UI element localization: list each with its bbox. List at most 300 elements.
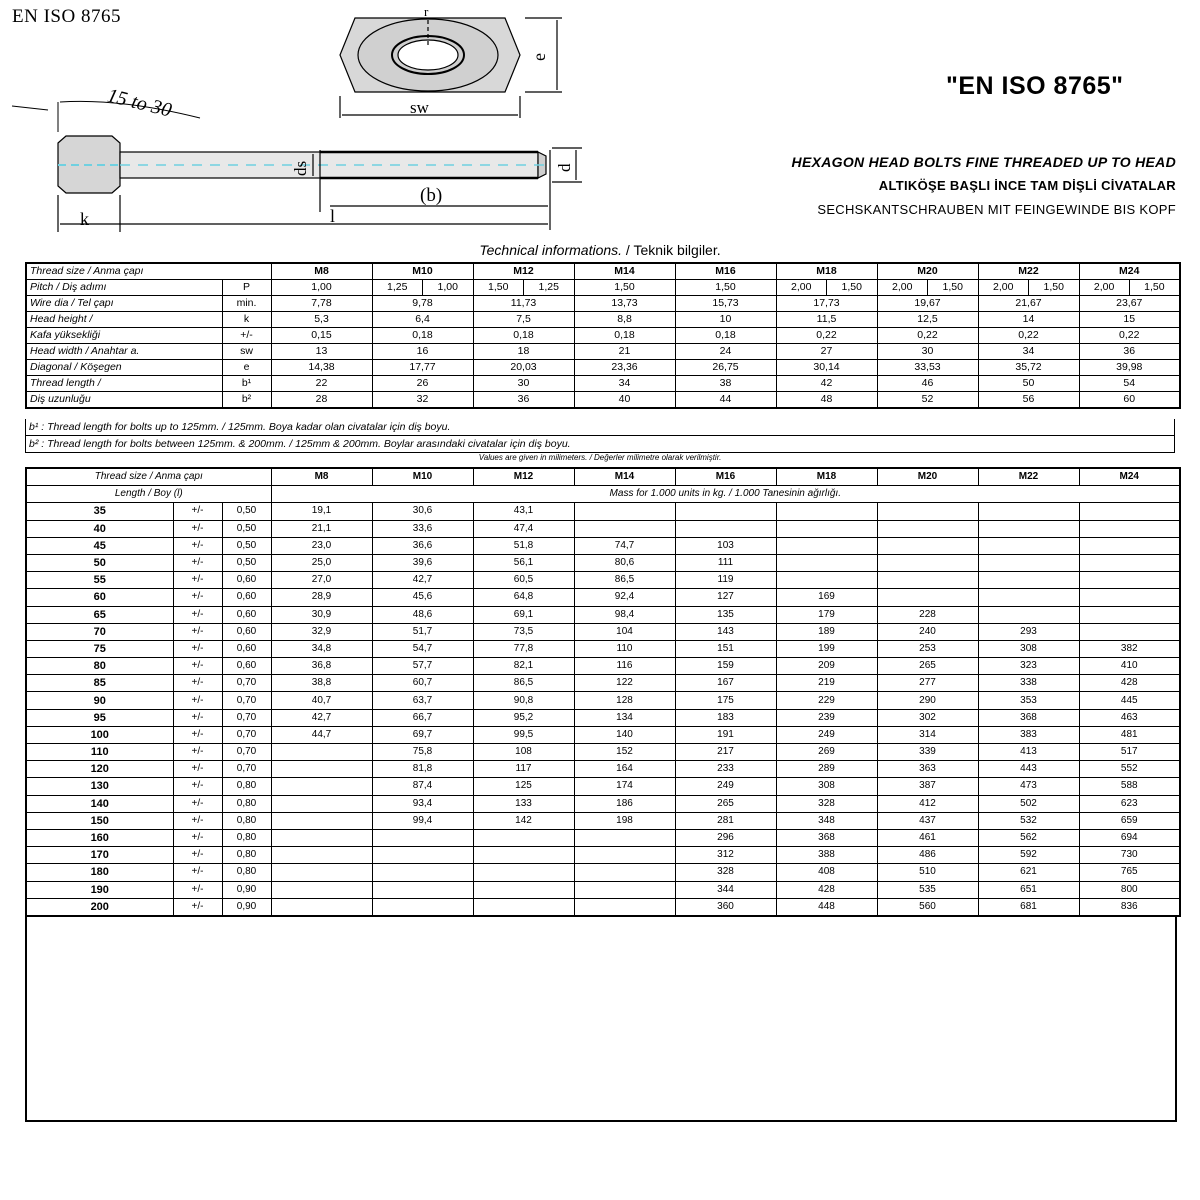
- tech-value-cell: 46: [877, 376, 978, 392]
- tech-value-cell: 0,22: [776, 328, 877, 344]
- mass-value-cell: 289: [776, 761, 877, 778]
- mass-value-cell: 81,8: [372, 761, 473, 778]
- mass-value-cell: [574, 881, 675, 898]
- mass-caption: Mass for 1.000 units in kg. / 1.000 Tanesinin ağırlığı.: [271, 486, 1180, 503]
- mass-value-cell: [473, 898, 574, 916]
- mass-value-cell: 175: [675, 692, 776, 709]
- mass-value-cell: 412: [877, 795, 978, 812]
- mass-value-cell: [1079, 572, 1180, 589]
- mass-row: [26, 726, 1180, 743]
- mass-value-cell: 38,8: [271, 675, 372, 692]
- mass-value-cell: [372, 881, 473, 898]
- mass-value-cell: 56,1: [473, 554, 574, 571]
- mass-row: [26, 709, 1180, 726]
- tech-value-cell: 28: [271, 392, 372, 409]
- mass-value-cell: [271, 812, 372, 829]
- mass-value-cell: 28,9: [271, 589, 372, 606]
- mass-value-cell: 143: [675, 623, 776, 640]
- mass-value-cell: 60,7: [372, 675, 473, 692]
- mass-value-cell: 249: [776, 726, 877, 743]
- mass-value-cell: 127: [675, 589, 776, 606]
- tech-value-cell: 22: [271, 376, 372, 392]
- tech-value-cell: 30: [877, 344, 978, 360]
- pitch-cell: 1,50: [574, 280, 675, 296]
- mass-value-cell: 99,5: [473, 726, 574, 743]
- length-cell: 45: [26, 537, 173, 554]
- mass-value-cell: 77,8: [473, 640, 574, 657]
- length-cell: 180: [26, 864, 173, 881]
- tech-value-cell: 39,98: [1079, 360, 1180, 376]
- mass-size-header: M8: [271, 468, 372, 486]
- tech-value-cell: 24: [675, 344, 776, 360]
- mass-value-cell: 116: [574, 658, 675, 675]
- mass-value-cell: 151: [675, 640, 776, 657]
- length-cell: 140: [26, 795, 173, 812]
- mass-value-cell: 87,4: [372, 778, 473, 795]
- mass-value-cell: [372, 898, 473, 916]
- mass-value-cell: 169: [776, 589, 877, 606]
- tolerance-cell: 0,50: [222, 520, 271, 537]
- size-header: M18: [776, 263, 877, 280]
- main-title: "EN ISO 8765": [946, 72, 1124, 100]
- tech-value-cell: 50: [978, 376, 1079, 392]
- tech-value-cell: 0,22: [877, 328, 978, 344]
- tech-value-cell: 7,78: [271, 296, 372, 312]
- length-cell: 95: [26, 709, 173, 726]
- tolerance-symbol: +/-: [173, 623, 222, 640]
- mass-value-cell: 66,7: [372, 709, 473, 726]
- mass-value-cell: [978, 589, 1079, 606]
- mass-value-cell: 621: [978, 864, 1079, 881]
- mass-value-cell: 240: [877, 623, 978, 640]
- tolerance-symbol: +/-: [173, 503, 222, 520]
- mass-value-cell: 437: [877, 812, 978, 829]
- size-header: M22: [978, 263, 1079, 280]
- pitch-cell: [473, 280, 574, 296]
- pitch-value: 1,50: [841, 281, 862, 293]
- mass-size-header: M20: [877, 468, 978, 486]
- mass-value-cell: 659: [1079, 812, 1180, 829]
- mass-value-cell: 502: [978, 795, 1079, 812]
- label-l: l: [330, 206, 336, 226]
- mass-value-cell: 32,9: [271, 623, 372, 640]
- hex-head-top-view: [340, 18, 562, 118]
- tolerance-cell: 0,70: [222, 761, 271, 778]
- mass-value-cell: 40,7: [271, 692, 372, 709]
- mass-value-cell: 562: [978, 829, 1079, 846]
- length-cell: 50: [26, 554, 173, 571]
- pitch-value: 1,50: [1043, 281, 1064, 293]
- mass-value-cell: [574, 898, 675, 916]
- mass-value-cell: 269: [776, 744, 877, 761]
- mass-row: [26, 898, 1180, 916]
- tech-value-cell: 0,18: [473, 328, 574, 344]
- mass-value-cell: [776, 537, 877, 554]
- tech-value-cell: 11,73: [473, 296, 574, 312]
- mass-value-cell: 95,2: [473, 709, 574, 726]
- mass-value-cell: [271, 829, 372, 846]
- mass-row: [26, 572, 1180, 589]
- tolerance-cell: 0,80: [222, 812, 271, 829]
- mass-value-cell: 443: [978, 761, 1079, 778]
- mass-value-cell: [776, 572, 877, 589]
- mass-row: [26, 520, 1180, 537]
- tolerance-cell: 0,80: [222, 864, 271, 881]
- mass-value-cell: 21,1: [271, 520, 372, 537]
- mass-value-cell: 75,8: [372, 744, 473, 761]
- pitch-value: 1,50: [474, 280, 525, 295]
- tech-row-label: Diş uzunluğu: [26, 392, 222, 409]
- mass-value-cell: [574, 864, 675, 881]
- mass-value-cell: 765: [1079, 864, 1180, 881]
- mass-value-cell: [473, 847, 574, 864]
- tech-value-cell: 0,18: [372, 328, 473, 344]
- mass-row: [26, 847, 1180, 864]
- tech-value-cell: 7,5: [473, 312, 574, 328]
- mass-value-cell: [1079, 520, 1180, 537]
- mass-value-cell: 228: [877, 606, 978, 623]
- tech-value-cell: 42: [776, 376, 877, 392]
- mass-value-cell: 408: [776, 864, 877, 881]
- pitch-cell: [978, 280, 1079, 296]
- tolerance-cell: 0,60: [222, 658, 271, 675]
- tech-value-cell: 30: [473, 376, 574, 392]
- mass-value-cell: 694: [1079, 829, 1180, 846]
- mass-value-cell: 382: [1079, 640, 1180, 657]
- mass-value-cell: 623: [1079, 795, 1180, 812]
- pitch-value: 1,25: [373, 280, 424, 295]
- tech-row-symbol: +/-: [222, 328, 271, 344]
- mass-value-cell: 27,0: [271, 572, 372, 589]
- mass-value-cell: 344: [675, 881, 776, 898]
- tolerance-symbol: +/-: [173, 847, 222, 864]
- tolerance-cell: 0,60: [222, 572, 271, 589]
- mass-value-cell: 363: [877, 761, 978, 778]
- tech-value-cell: 34: [978, 344, 1079, 360]
- mass-value-cell: [776, 503, 877, 520]
- mass-row: [26, 864, 1180, 881]
- mass-row: [26, 606, 1180, 623]
- size-header: M8: [271, 263, 372, 280]
- tolerance-cell: 0,60: [222, 640, 271, 657]
- mass-value-cell: 239: [776, 709, 877, 726]
- mass-value-cell: 135: [675, 606, 776, 623]
- tolerance-symbol: +/-: [173, 881, 222, 898]
- mass-value-cell: 134: [574, 709, 675, 726]
- pitch-cell: [372, 280, 473, 296]
- mass-value-cell: [574, 503, 675, 520]
- pitch-value: 2,00: [878, 280, 929, 295]
- mass-value-cell: [271, 778, 372, 795]
- empty-notes-area: [25, 916, 1177, 1122]
- mass-value-cell: 69,7: [372, 726, 473, 743]
- tech-row: [26, 312, 1180, 328]
- label-angle: 15 to 30: [104, 84, 174, 122]
- mass-value-cell: 463: [1079, 709, 1180, 726]
- mass-value-cell: 51,8: [473, 537, 574, 554]
- mass-value-cell: 73,5: [473, 623, 574, 640]
- mass-value-cell: 293: [978, 623, 1079, 640]
- tolerance-symbol: +/-: [173, 692, 222, 709]
- tech-row: [26, 360, 1180, 376]
- mass-value-cell: 473: [978, 778, 1079, 795]
- mass-value-cell: 92,4: [574, 589, 675, 606]
- tech-value-cell: 44: [675, 392, 776, 409]
- tech-value-cell: 33,53: [877, 360, 978, 376]
- mass-value-cell: [776, 554, 877, 571]
- tolerance-symbol: +/-: [173, 829, 222, 846]
- mass-value-cell: 122: [574, 675, 675, 692]
- mass-value-cell: 34,8: [271, 640, 372, 657]
- tech-value-cell: 21: [574, 344, 675, 360]
- tech-value-cell: 11,5: [776, 312, 877, 328]
- technical-info-caption: [0, 242, 1200, 258]
- tech-value-cell: 8,8: [574, 312, 675, 328]
- label-ds: ds: [291, 160, 310, 176]
- mass-row: [26, 503, 1180, 520]
- pitch-cell: [776, 280, 877, 296]
- size-header: M16: [675, 263, 776, 280]
- tech-value-cell: 30,14: [776, 360, 877, 376]
- length-cell: 40: [26, 520, 173, 537]
- mass-value-cell: 277: [877, 675, 978, 692]
- length-cell: 100: [26, 726, 173, 743]
- mass-value-cell: 98,4: [574, 606, 675, 623]
- mass-value-cell: [1079, 554, 1180, 571]
- tech-value-cell: 0,15: [271, 328, 372, 344]
- mass-value-cell: [473, 881, 574, 898]
- mass-row: [26, 658, 1180, 675]
- mass-value-cell: [574, 847, 675, 864]
- mass-value-cell: [877, 537, 978, 554]
- mass-value-cell: 681: [978, 898, 1079, 916]
- tolerance-symbol: +/-: [173, 744, 222, 761]
- tech-value-cell: 35,72: [978, 360, 1079, 376]
- label-sw: sw: [410, 98, 429, 117]
- mass-value-cell: 117: [473, 761, 574, 778]
- tech-value-cell: 52: [877, 392, 978, 409]
- mass-value-cell: 209: [776, 658, 877, 675]
- tech-value-cell: 9,78: [372, 296, 473, 312]
- tolerance-cell: 0,80: [222, 795, 271, 812]
- thread-size-label: Thread size / Anma çapı: [26, 263, 271, 280]
- mass-row: [26, 812, 1180, 829]
- tech-row: [26, 344, 1180, 360]
- pitch-value: 2,00: [979, 280, 1030, 295]
- mass-value-cell: 30,6: [372, 503, 473, 520]
- mass-value-cell: 281: [675, 812, 776, 829]
- label-r: r: [424, 4, 429, 19]
- mass-value-cell: [978, 537, 1079, 554]
- tech-value-cell: 16: [372, 344, 473, 360]
- mass-value-cell: 36,6: [372, 537, 473, 554]
- length-cell: 200: [26, 898, 173, 916]
- mass-row: [26, 761, 1180, 778]
- bolt-side-view: [58, 136, 582, 232]
- label-d: d: [555, 163, 574, 172]
- mass-value-cell: [978, 572, 1079, 589]
- mass-value-cell: 535: [877, 881, 978, 898]
- mass-value-cell: 108: [473, 744, 574, 761]
- mass-value-cell: 23,0: [271, 537, 372, 554]
- tech-row-symbol: e: [222, 360, 271, 376]
- length-cell: 75: [26, 640, 173, 657]
- mass-size-header: M24: [1079, 468, 1180, 486]
- tech-row-symbol: sw: [222, 344, 271, 360]
- mass-value-cell: 191: [675, 726, 776, 743]
- mass-value-cell: 30,9: [271, 606, 372, 623]
- mass-value-cell: 229: [776, 692, 877, 709]
- mass-value-cell: 63,7: [372, 692, 473, 709]
- mass-row: [26, 881, 1180, 898]
- size-header: M24: [1079, 263, 1180, 280]
- length-cell: 160: [26, 829, 173, 846]
- tech-row-label: Thread length /: [26, 376, 222, 392]
- mass-row: [26, 829, 1180, 846]
- tech-value-cell: 0,18: [574, 328, 675, 344]
- mass-value-cell: [776, 520, 877, 537]
- mass-row: [26, 744, 1180, 761]
- tech-value-cell: 10: [675, 312, 776, 328]
- mass-value-cell: [372, 864, 473, 881]
- label-b: (b): [420, 185, 443, 206]
- mass-value-cell: 54,7: [372, 640, 473, 657]
- mass-row: [26, 692, 1180, 709]
- mass-value-cell: 42,7: [271, 709, 372, 726]
- tech-value-cell: 26: [372, 376, 473, 392]
- pitch-value: 1,50: [942, 281, 963, 293]
- tech-value-cell: 15: [1079, 312, 1180, 328]
- mass-value-cell: 99,4: [372, 812, 473, 829]
- mass-value-cell: 80,6: [574, 554, 675, 571]
- mass-value-cell: [877, 554, 978, 571]
- mass-value-cell: 486: [877, 847, 978, 864]
- mass-value-cell: 86,5: [473, 675, 574, 692]
- tolerance-symbol: +/-: [173, 778, 222, 795]
- tech-value-cell: 23,67: [1079, 296, 1180, 312]
- mass-value-cell: 189: [776, 623, 877, 640]
- tech-caption-tr: / Teknik bilgiler.: [622, 242, 721, 258]
- mass-value-cell: [271, 761, 372, 778]
- mass-value-cell: 836: [1079, 898, 1180, 916]
- mass-row: [26, 795, 1180, 812]
- mass-value-cell: [877, 520, 978, 537]
- mass-value-cell: 39,6: [372, 554, 473, 571]
- tech-value-cell: 6,4: [372, 312, 473, 328]
- mass-size-header: M22: [978, 468, 1079, 486]
- tolerance-symbol: +/-: [173, 726, 222, 743]
- mass-size-header: M18: [776, 468, 877, 486]
- mass-value-cell: 233: [675, 761, 776, 778]
- mass-value-cell: 64,8: [473, 589, 574, 606]
- tech-row-label: Wire dia / Tel çapı: [26, 296, 222, 312]
- pitch-value: 2,00: [1080, 280, 1130, 295]
- footnote-b2: b² : Thread length for bolts between 125mm. & 200mm. / 125mm & 200mm. Boylar arasındaki civatalar için diş boyu.: [25, 436, 1175, 453]
- tech-value-cell: 21,67: [978, 296, 1079, 312]
- mass-value-cell: 265: [675, 795, 776, 812]
- tech-value-cell: 32: [372, 392, 473, 409]
- label-e: e: [529, 53, 549, 61]
- tolerance-cell: 0,50: [222, 554, 271, 571]
- tolerance-cell: 0,70: [222, 744, 271, 761]
- mass-value-cell: 152: [574, 744, 675, 761]
- tech-value-cell: 14: [978, 312, 1079, 328]
- tech-row-label: Head width / Anahtar a.: [26, 344, 222, 360]
- mass-value-cell: 217: [675, 744, 776, 761]
- size-header: M10: [372, 263, 473, 280]
- mass-value-cell: 253: [877, 640, 978, 657]
- mass-value-cell: 47,4: [473, 520, 574, 537]
- mass-value-cell: 111: [675, 554, 776, 571]
- mass-value-cell: [473, 864, 574, 881]
- mass-size-header: M16: [675, 468, 776, 486]
- mass-value-cell: 388: [776, 847, 877, 864]
- mass-subheader-row: [26, 486, 1180, 503]
- mass-value-cell: 383: [978, 726, 1079, 743]
- mass-value-cell: [574, 520, 675, 537]
- mass-value-cell: 387: [877, 778, 978, 795]
- mass-value-cell: 104: [574, 623, 675, 640]
- tolerance-symbol: +/-: [173, 795, 222, 812]
- mass-value-cell: 510: [877, 864, 978, 881]
- subtitle-english: HEXAGON HEAD BOLTS FINE THREADED UP TO HEAD: [791, 154, 1176, 170]
- mass-value-cell: 308: [776, 778, 877, 795]
- length-cell: 60: [26, 589, 173, 606]
- length-cell: 130: [26, 778, 173, 795]
- mass-value-cell: [372, 829, 473, 846]
- length-cell: 110: [26, 744, 173, 761]
- mass-value-cell: 481: [1079, 726, 1180, 743]
- mass-value-cell: 69,1: [473, 606, 574, 623]
- tolerance-cell: 0,60: [222, 606, 271, 623]
- mass-value-cell: [675, 503, 776, 520]
- mass-value-cell: 338: [978, 675, 1079, 692]
- length-cell: 35: [26, 503, 173, 520]
- length-cell: 120: [26, 761, 173, 778]
- mass-value-cell: 82,1: [473, 658, 574, 675]
- tolerance-symbol: +/-: [173, 898, 222, 916]
- tech-value-cell: 18: [473, 344, 574, 360]
- length-cell: 65: [26, 606, 173, 623]
- tech-value-cell: 48: [776, 392, 877, 409]
- length-cell: 190: [26, 881, 173, 898]
- pitch-value: 1,00: [437, 281, 458, 293]
- tech-value-cell: 5,3: [271, 312, 372, 328]
- tech-row: [26, 376, 1180, 392]
- mass-value-cell: 592: [978, 847, 1079, 864]
- tech-value-cell: 34: [574, 376, 675, 392]
- tech-row: [26, 280, 1180, 296]
- mass-value-cell: [271, 744, 372, 761]
- mass-value-cell: 43,1: [473, 503, 574, 520]
- mass-value-cell: [1079, 623, 1180, 640]
- mass-value-cell: [473, 829, 574, 846]
- tolerance-cell: 0,50: [222, 537, 271, 554]
- length-cell: 70: [26, 623, 173, 640]
- mass-value-cell: 86,5: [574, 572, 675, 589]
- mass-value-cell: 445: [1079, 692, 1180, 709]
- mass-value-cell: 368: [776, 829, 877, 846]
- tolerance-symbol: +/-: [173, 812, 222, 829]
- mass-value-cell: 296: [675, 829, 776, 846]
- mass-value-cell: 651: [978, 881, 1079, 898]
- tech-value-cell: 0,18: [675, 328, 776, 344]
- mass-value-cell: [271, 795, 372, 812]
- mass-row: [26, 589, 1180, 606]
- mass-value-cell: 159: [675, 658, 776, 675]
- mass-value-cell: 42,7: [372, 572, 473, 589]
- tolerance-cell: 0,70: [222, 726, 271, 743]
